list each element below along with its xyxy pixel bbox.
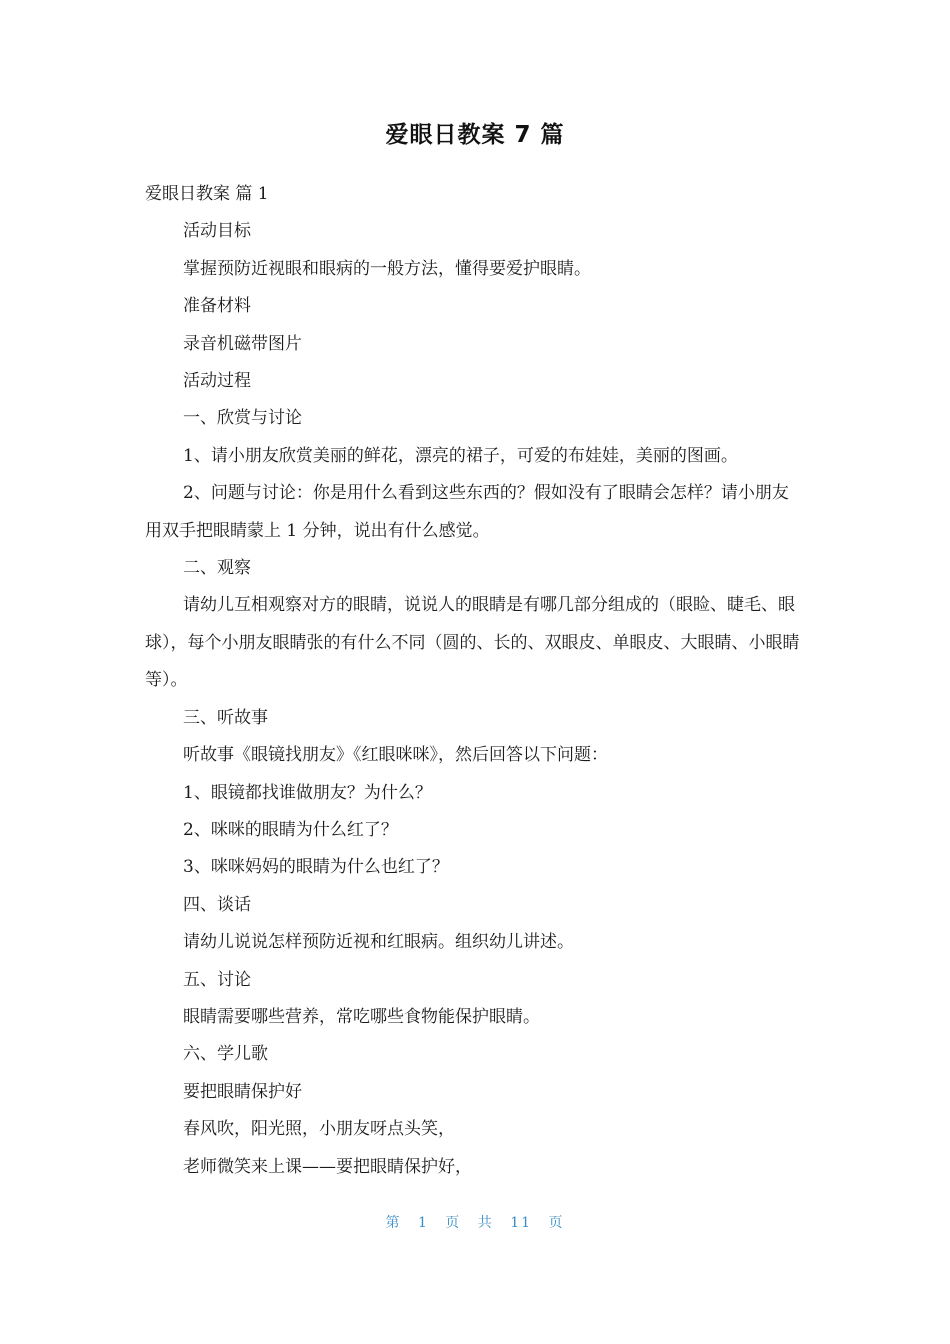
- paragraph: 五、讨论: [183, 969, 251, 990]
- document-title: 爱眼日教案 7 篇: [385, 122, 565, 148]
- paragraph: 2、咪咪的眼睛为什么红了？: [183, 819, 398, 840]
- section-heading: 爱眼日教案 篇 1: [145, 184, 269, 204]
- paragraph: 掌握预防近视眼和眼病的一般方法，懂得要爱护眼睛。: [183, 258, 591, 279]
- paragraph: 3、咪咪妈妈的眼睛为什么也红了？: [183, 857, 449, 878]
- paragraph: 请幼儿互相观察对方的眼睛，说说人的眼睛是有哪几部分组成的（眼睑、睫毛、眼球），每个小朋友眼睛张的有什么不同（圆的、长的、双眼皮、单眼皮、大眼睛、小眼睛等）。: [145, 595, 800, 691]
- paragraph: 录音机磁带图片: [183, 333, 302, 354]
- paragraph: 听故事《眼镜找朋友》《红眼咪咪》，然后回答以下问题：: [183, 745, 608, 766]
- paragraph: 2、问题与讨论：你是用什么看到这些东西的？假如没有了眼睛会怎样？请小朋友用双手把眼睛蒙上 1 分钟，说出有什么感觉。: [145, 483, 789, 541]
- paragraph: 准备材料: [183, 296, 251, 317]
- paragraph: 一、欣赏与讨论: [183, 408, 302, 429]
- paragraph: 春风吹，阳光照，小朋友呀点头笑，: [183, 1119, 455, 1140]
- paragraph: 四、谈话: [183, 894, 251, 915]
- paragraph: 六、学儿歌: [183, 1044, 268, 1065]
- page-number-footer: 第 1 页 共 11 页: [385, 1215, 565, 1231]
- paragraph: 要把眼睛保护好: [183, 1081, 302, 1102]
- paragraph: 活动目标: [183, 221, 251, 242]
- paragraph: 眼睛需要哪些营养，常吃哪些食物能保护眼睛。: [183, 1006, 540, 1027]
- paragraph: 请幼儿说说怎样预防近视和红眼病。组织幼儿讲述。: [183, 932, 574, 953]
- paragraph: 1、请小朋友欣赏美丽的鲜花，漂亮的裙子，可爱的布娃娃，美丽的图画。: [183, 445, 738, 466]
- paragraph: 1、眼镜都找谁做朋友？为什么？: [183, 782, 432, 803]
- paragraph: 三、听故事: [183, 707, 268, 728]
- paragraph: 活动过程: [183, 371, 251, 392]
- paragraph: 老师微笑来上课——要把眼睛保护好，: [183, 1156, 472, 1177]
- document-body: [145, 176, 805, 1186]
- paragraph: 二、观察: [183, 558, 251, 579]
